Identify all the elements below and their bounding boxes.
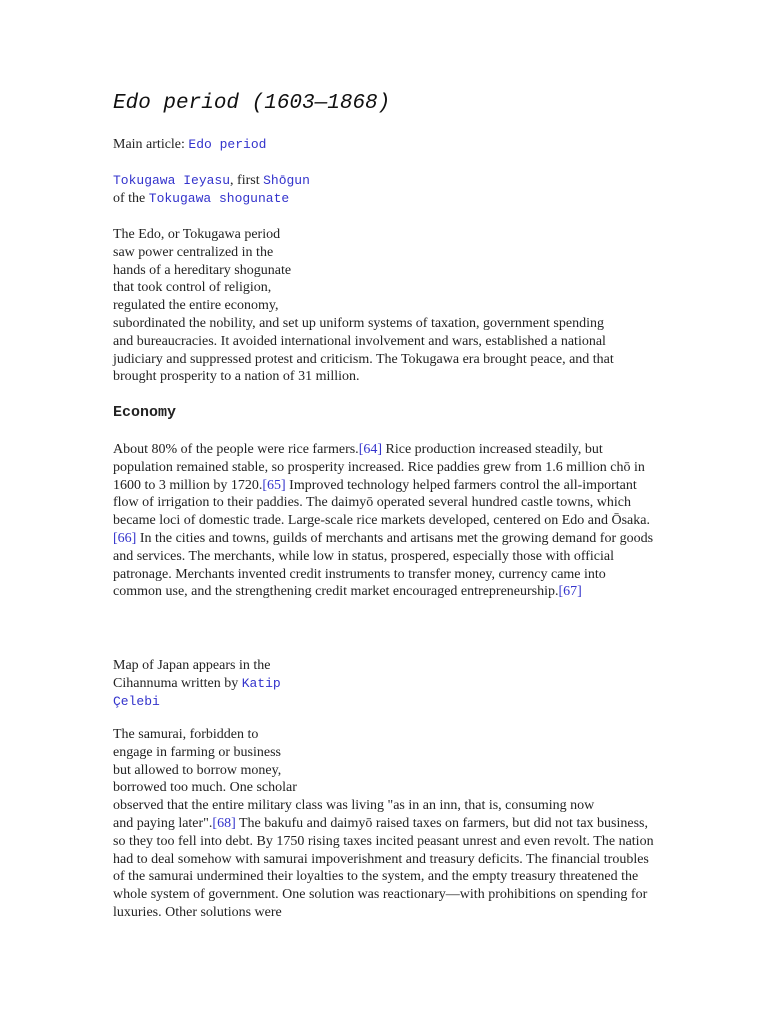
text-line: subordinated the nobility, and set up uniform systems of taxation, government spending	[113, 315, 604, 331]
paragraph-economy	[113, 441, 655, 601]
citation-64[interactable]: [64]	[358, 442, 383, 457]
main-article-note	[113, 136, 266, 154]
section-heading-economy: Economy	[113, 404, 177, 421]
page-title: Edo period (1603—1868)	[113, 92, 391, 115]
text-run: The bakufu and daimyō raised taxes on farmers, but did not tax business, so they too fell into debt. By 1750 rising taxes incited peasant unrest and even revolt. The nation had to deal somehow with samurai impoverishment and treasury deficits. The financial troubles of the samurai undermined their loyalties to the system, and the empty treasury threatened the whole system of government. One solution was reactionary—with prohibitions on spending for luxuries. Other solutions were	[113, 815, 654, 920]
text-run: About 80% of the people were rice farmers.	[113, 442, 359, 457]
paragraph-samurai	[113, 726, 658, 922]
caption-text: Cihannuma written by	[113, 675, 242, 691]
citation-65[interactable]: [65]	[262, 477, 286, 493]
link-celebi[interactable]: Çelebi	[113, 693, 160, 709]
caption-text: Map of Japan appears in the	[113, 658, 271, 673]
text-run: Improved technology helped farmers control the all-important flow of irrigation to their paddies. The daimyō operated several hundred castle towns, which became loci of domestic trade. Large-scale rice markets developed, centered on Edo and Ōsaka.	[113, 477, 650, 529]
text-line: that took control of religion,	[113, 280, 272, 296]
text-line: engage in farming or business	[113, 744, 281, 760]
main-article-link[interactable]: Edo period	[188, 137, 267, 152]
text-line: The Edo, or Tokugawa period	[113, 227, 281, 242]
text-line: The samurai, forbidden to	[113, 727, 259, 742]
link-tokugawa-shogunate[interactable]: Tokugawa shogunate	[148, 190, 290, 206]
link-katip[interactable]: Katip	[241, 675, 281, 691]
text-line: and bureaucracies. It avoided international involvement and wars, established a national	[113, 333, 606, 349]
text-line: hands of a hereditary shogunate	[113, 262, 292, 278]
text-run: and paying later".	[113, 815, 213, 831]
text-line: saw power centralized in the	[113, 244, 274, 260]
text-line: but allowed to borrow money,	[113, 762, 282, 778]
text-line: borrowed too much. One scholar	[113, 780, 297, 796]
text-line: judiciary and suppressed protest and criticism. The Tokugawa era brought peace, and that	[113, 351, 614, 367]
image-caption-tokugawa	[113, 172, 310, 208]
image-caption-map	[113, 657, 281, 710]
citation-68[interactable]: [68]	[212, 815, 236, 831]
paragraph-edo-overview	[113, 226, 658, 386]
text-line: brought prosperity to a nation of 31 million.	[113, 369, 360, 385]
citation-66[interactable]: [66]	[113, 530, 137, 546]
citation-67[interactable]: [67]	[558, 584, 582, 600]
link-shogun[interactable]: Shōgun	[263, 173, 310, 188]
caption-text: , first	[230, 173, 264, 188]
text-line: observed that the entire military class was living "as in an inn, that is, consuming now	[113, 798, 595, 814]
text-run: In the cities and towns, guilds of merchants and artisans met the growing demand for goods and services. The merchants, while low in status, prospered, especially those with official patronage. Merchants invented credit instruments to transfer money, currency came into common use, and the strengthening credit market encouraged entrepreneurship.	[113, 530, 654, 600]
caption-text: of the	[113, 190, 149, 206]
text-line: regulated the entire economy,	[113, 298, 279, 314]
main-article-label: Main article:	[113, 137, 189, 152]
text-run: Rice production increased steadily, but population remained stable, so prosperity increased. Rice paddies grew from 1.6 million chō in 1600 to 3 million by 1720.	[113, 442, 645, 493]
link-tokugawa-ieyasu[interactable]: Tokugawa Ieyasu	[113, 173, 231, 188]
